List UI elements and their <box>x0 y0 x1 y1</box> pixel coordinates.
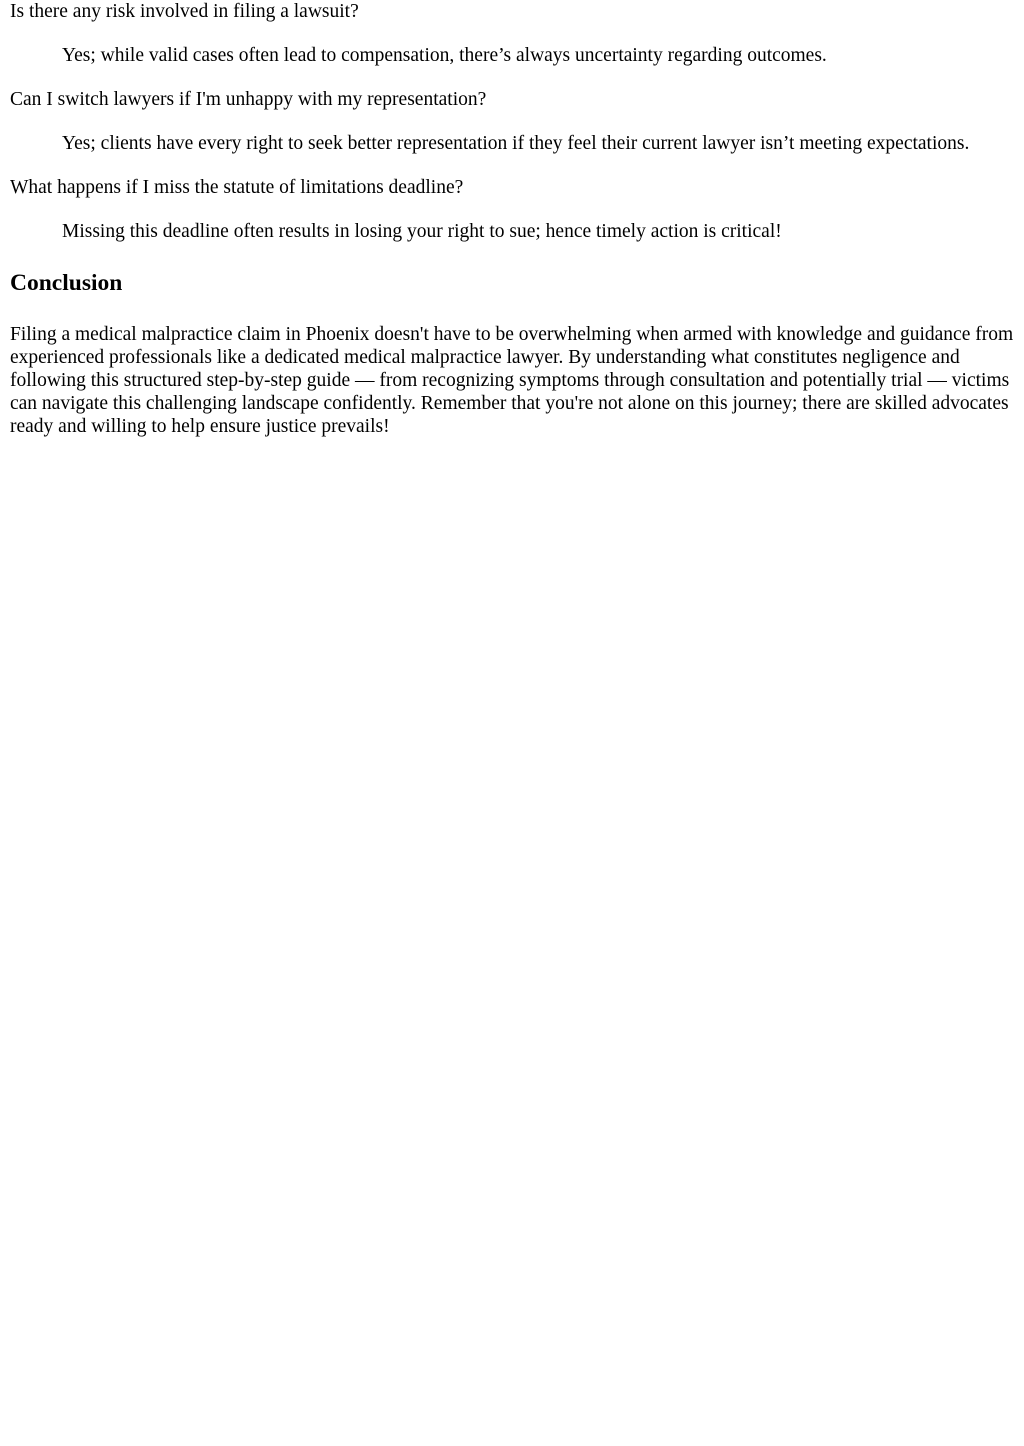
conclusion-paragraph: Filing a medical malpractice claim in Phoenix doesn't have to be overwhelming when armed with knowledge and guidance from experienced professionals like a dedicated medical malpractice lawyer. By understanding what constitutes negligence and following this structured step-by-step guide — from recognizing symptoms through consultation and potentially trial — victims can navigate this challenging landscape confidently. Remember that you're not alone on this journey; there are skilled advocates ready and willing to help ensure justice prevails! <box>10 324 1014 437</box>
faq-question: What happens if I miss the statute of limitations deadline? <box>10 177 464 198</box>
faq-answer: Missing this deadline often results in losing your right to sue; hence timely action is critical! <box>62 221 782 242</box>
conclusion-heading: Conclusion <box>10 270 123 296</box>
faq-question: Can I switch lawyers if I'm unhappy with my representation? <box>10 89 487 110</box>
faq-answer: Yes; clients have every right to seek better representation if they feel their current lawyer isn’t meeting expectations. <box>62 133 970 154</box>
faq-answer: Yes; while valid cases often lead to compensation, there’s always uncertainty regarding outcomes. <box>62 45 827 66</box>
article-page <box>0 0 1024 438</box>
faq-list <box>10 0 1014 243</box>
faq-question: Is there any risk involved in filing a lawsuit? <box>10 1 359 22</box>
